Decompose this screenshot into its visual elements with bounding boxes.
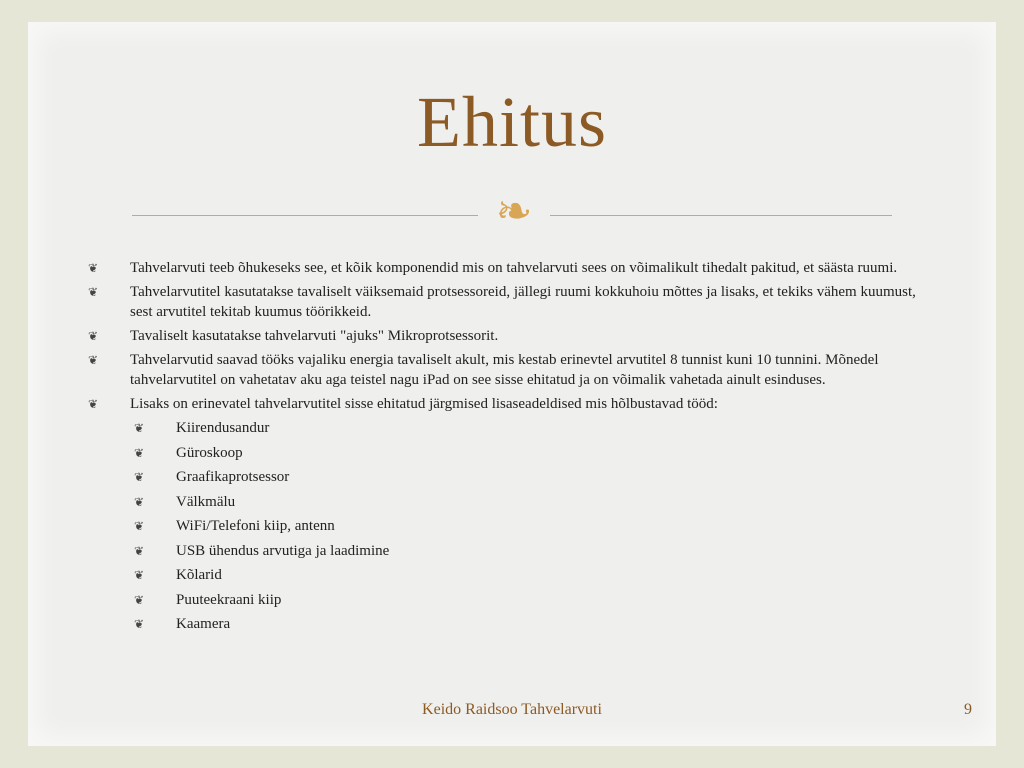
sub-list-item [88,443,934,463]
sub-list-item [88,590,934,610]
leaf-bullet-icon: ❦ [88,353,99,367]
page-number: 9 [964,701,972,718]
list-item [88,258,934,278]
sub-list-item-text: Välkmälu [176,493,236,510]
sub-list-item-text: Kiirendusandur [176,420,270,436]
leaf-bullet-icon: ❦ [134,592,145,607]
list-item-text: Tahvelarvutitel kasutatakse tavaliselt väiksemaid protsessoreid, jällegi ruumi kokkuhoiu mõttes ja lisaks, et tekiks vähem kuumust, sest arvutitel tekitab kuumus töörikkeid. [130,284,916,320]
sub-list-item-text: Puuteekraani kiip [176,591,282,608]
sub-list-item [88,614,934,634]
sub-list-item [88,418,934,438]
list-item-text: Lisaks on erinevatel tahvelarvutitel sisse ehitatud järgmised lisaseadeldised mis hõlbustavad tööd: [130,396,718,412]
sub-list-item-text: Graafikaprotsessor [176,469,290,485]
leaf-bullet-icon: ❦ [88,285,99,299]
leaf-bullet-icon: ❦ [88,397,99,411]
leaf-bullet-icon: ❦ [134,470,145,484]
leaf-bullet-icon: ❦ [134,543,145,558]
leaf-bullet-icon: ❦ [134,617,145,631]
leaf-bullet-icon: ❦ [88,261,99,275]
bullet-list [88,258,934,639]
list-item [88,282,934,322]
sub-list-item [88,541,934,561]
leaf-bullet-icon: ❦ [134,519,145,533]
leaf-bullet-icon: ❦ [134,568,145,582]
list-item [88,350,934,390]
list-item [88,394,934,414]
sub-list-item-text: WiFi/Telefoni kiip, antenn [176,518,335,534]
sub-list-item-text: Kaamera [176,616,231,632]
leaf-bullet-icon: ❦ [88,329,99,343]
sub-list-item [88,565,934,585]
sub-list-item [88,492,934,512]
sub-list-item [88,467,934,487]
sub-list-item [88,516,934,536]
list-item-text: Tahvelarvutid saavad tööks vajaliku energia tavaliselt akult, mis kestab erinevtel arvutitel 8 tunnist kuni 10 tunnini. Mõnedel tahvelarvutitel on vahetatav aku aga teistel nagu iPad on see sisse ehitatud ja on võimalik vahetada ainult esinduses. [130,352,879,388]
leaf-bullet-icon: ❦ [134,421,145,435]
sub-list-item-text: Güroskoop [176,444,243,461]
list-item [88,326,934,346]
slide-footer: Keido Raidsoo Tahvelarvuti [422,701,602,718]
sub-list-item-text: Kõlarid [176,567,222,583]
leaf-bullet-icon: ❦ [134,445,145,460]
flourish-icon: ❧ [478,189,550,235]
sub-list-item-text: USB ühendus arvutiga ja laadimine [176,542,390,559]
leaf-bullet-icon: ❦ [134,494,145,509]
list-item-text: Tavaliselt kasutatakse tahvelarvuti "ajuks" Mikroprotsessorit. [130,328,499,344]
slide-title: Ehitus [416,82,607,162]
list-item-text: Tahvelarvuti teeb õhukeseks see, et kõik komponendid mis on tahvelarvuti sees on võimalikult tihedalt pakitud, et säästa ruumi. [130,260,898,276]
